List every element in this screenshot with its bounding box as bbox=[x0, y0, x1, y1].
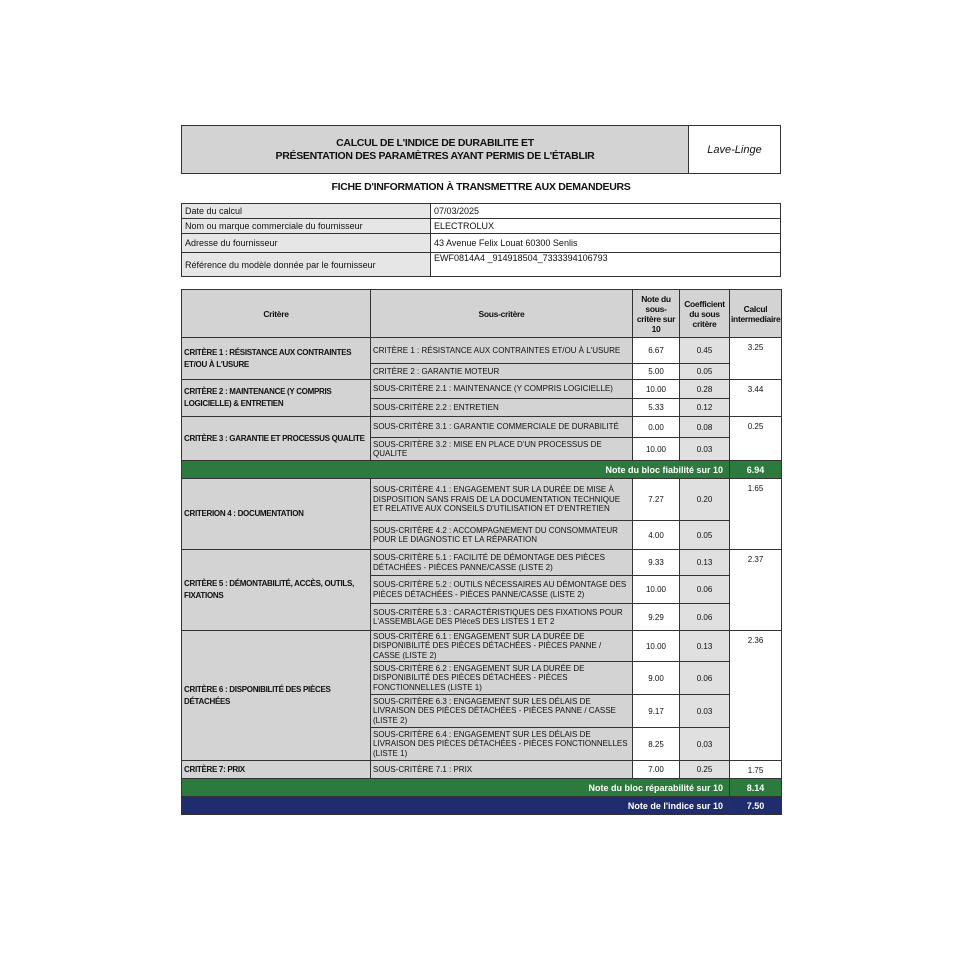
criterion-row bbox=[182, 550, 782, 576]
sub-criterion-label: SOUS-CRITÈRE 2.1 : MAINTENANCE (Y COMPRIS LOGICIELLE) bbox=[371, 380, 633, 399]
sub-criterion-coefficient: 0.13 bbox=[680, 631, 730, 662]
sub-criterion-label: SOUS-CRITÈRE 6.2 : ENGAGEMENT SUR LA DURÉE DE DISPONIBILITÉ DES PIÈCES DÉTACHÉES - PIÈCES FONCTIONNELLES (LISTE 1) bbox=[371, 662, 633, 695]
sub-criterion-label: CRITÈRE 1 : RÉSISTANCE AUX CONTRAINTES ET/OU À L'USURE bbox=[371, 338, 633, 364]
header-critere: Critère bbox=[182, 290, 371, 338]
sub-criterion-coefficient: 0.06 bbox=[680, 576, 730, 604]
indice-total bbox=[182, 797, 782, 815]
intermediate-calc: 0.25 bbox=[730, 417, 782, 461]
info-label: Adresse du fournisseur bbox=[182, 234, 431, 253]
sub-criterion-label: SOUS-CRITÈRE 6.3 : ENGAGEMENT SUR LES DÉLAIS DE LIVRAISON DES PIÈCES DÉTACHÉES - PIÈCES PANNE / CASSE (LISTE 2) bbox=[371, 695, 633, 728]
sub-criterion-note: 7.27 bbox=[633, 479, 680, 521]
product-type: Lave-Linge bbox=[707, 143, 762, 156]
sub-criterion-label: SOUS-CRITÈRE 6.4 : ENGAGEMENT SUR LES DÉLAIS DE LIVRAISON DES PIÈCES DÉTACHÉES - PIÈCES FONCTIONNELLES (LISTE 1) bbox=[371, 728, 633, 761]
sub-criterion-label: SOUS-CRITÈRE 3.2 : MISE EN PLACE D'UN PROCESSUS DE QUALITE bbox=[371, 438, 633, 461]
header-coefficient: Coefficient du sous critère bbox=[680, 290, 730, 338]
bloc-fiabilite-label: Note du bloc fiabilité sur 10 bbox=[182, 461, 730, 479]
sub-criterion-coefficient: 0.06 bbox=[680, 662, 730, 695]
bloc-reparabilite-label: Note du bloc réparabilité sur 10 bbox=[182, 779, 730, 797]
title-line-1: CALCUL DE L'INDICE DE DURABILITE ET bbox=[336, 136, 534, 149]
sub-criterion-coefficient: 0.05 bbox=[680, 521, 730, 550]
intermediate-calc: 1.65 bbox=[730, 479, 782, 550]
sub-criterion-label: SOUS-CRITÈRE 4.1 : ENGAGEMENT SUR LA DURÉE DE MISE À DISPOSITION SANS FRAIS DE LA DOCUMENTATION TECHNIQUE ET RELATIVE AUX CONSEILS D'UTILISATION ET D'ENTRETIEN bbox=[371, 479, 633, 521]
sub-criterion-note: 5.33 bbox=[633, 399, 680, 417]
info-label: Date du calcul bbox=[182, 204, 431, 219]
criterion-label: CRITÈRE 3 : GARANTIE ET PROCESSUS QUALITE bbox=[182, 417, 371, 461]
info-value: 43 Avenue Felix Louat 60300 Senlis bbox=[431, 234, 781, 253]
header-sous-critere: Sous-critère bbox=[371, 290, 633, 338]
supplier-info-table bbox=[181, 203, 781, 277]
header-calcul: Calcul intermediaire bbox=[730, 290, 782, 338]
bloc-reparabilite bbox=[182, 779, 782, 797]
sub-criterion-coefficient: 0.03 bbox=[680, 728, 730, 761]
criterion-row bbox=[182, 380, 782, 399]
sub-criterion-coefficient: 0.08 bbox=[680, 417, 730, 438]
sub-criterion-coefficient: 0.06 bbox=[680, 604, 730, 631]
sub-criterion-note: 0.00 bbox=[633, 417, 680, 438]
bloc-reparabilite-value: 8.14 bbox=[730, 779, 782, 797]
sub-criterion-label: SOUS-CRITÈRE 5.1 : FACILITÉ DE DÉMONTAGE DES PIÈCES DÉTACHÉES - PIÈCES PANNE/CASSE (LISTE 2) bbox=[371, 550, 633, 576]
sub-criterion-coefficient: 0.28 bbox=[680, 380, 730, 399]
indice-total-label: Note de l'indice sur 10 bbox=[182, 797, 730, 815]
sub-criterion-label: SOUS-CRITÈRE 2.2 : ENTRETIEN bbox=[371, 399, 633, 417]
info-row bbox=[182, 204, 781, 219]
sub-criterion-label: SOUS-CRITÈRE 3.1 : GARANTIE COMMERCIALE DE DURABILITÉ bbox=[371, 417, 633, 438]
sub-criterion-coefficient: 0.13 bbox=[680, 550, 730, 576]
bloc-fiabilite bbox=[182, 461, 782, 479]
sub-criterion-note: 10.00 bbox=[633, 631, 680, 662]
info-row bbox=[182, 219, 781, 234]
sub-criterion-coefficient: 0.45 bbox=[680, 338, 730, 364]
intermediate-calc: 3.44 bbox=[730, 380, 782, 417]
durability-sheet bbox=[181, 125, 781, 815]
sub-criterion-coefficient: 0.03 bbox=[680, 695, 730, 728]
sub-criterion-coefficient: 0.25 bbox=[680, 761, 730, 779]
sub-criterion-coefficient: 0.05 bbox=[680, 364, 730, 380]
sub-criterion-note: 9.00 bbox=[633, 662, 680, 695]
sub-criterion-note: 4.00 bbox=[633, 521, 680, 550]
sub-criterion-note: 5.00 bbox=[633, 364, 680, 380]
criterion-row bbox=[182, 631, 782, 662]
sub-criterion-label: SOUS-CRITÈRE 5.3 : CARACTÉRISTIQUES DES FIXATIONS POUR L'ASSEMBLAGE DES PIèceS DES LISTES 1 ET 2 bbox=[371, 604, 633, 631]
sub-criterion-label: SOUS-CRITÈRE 5.2 : OUTILS NÉCESSAIRES AU DÉMONTAGE DES PIÈCES DÉTACHÉES - PIÈCES PANNE/CASSE (LISTE 2) bbox=[371, 576, 633, 604]
sub-criterion-note: 6.67 bbox=[633, 338, 680, 364]
intermediate-calc: 3.25 bbox=[730, 338, 782, 380]
sub-criterion-note: 8.25 bbox=[633, 728, 680, 761]
info-value: EWF0814A4 _914918504_7333394106793 bbox=[431, 253, 781, 277]
criterion-label: CRITÈRE 7: PRIX bbox=[182, 761, 371, 779]
sub-criterion-note: 10.00 bbox=[633, 576, 680, 604]
indice-total-value: 7.50 bbox=[730, 797, 782, 815]
intermediate-calc: 2.37 bbox=[730, 550, 782, 631]
sub-criterion-note: 9.17 bbox=[633, 695, 680, 728]
criterion-label: CRITÈRE 6 : DISPONIBILITÉ DES PIÈCES DÉTACHÉES bbox=[182, 631, 371, 761]
criterion-label: CRITÈRE 2 : MAINTENANCE (Y COMPRIS LOGICIELLE) & ENTRETIEN bbox=[182, 380, 371, 417]
criterion-label: CRITÈRE 5 : DÉMONTABILITÉ, ACCÈS, OUTILS, FIXATIONS bbox=[182, 550, 371, 631]
sub-criterion-note: 7.00 bbox=[633, 761, 680, 779]
document-header bbox=[181, 125, 781, 174]
info-label: Nom ou marque commerciale du fournisseur bbox=[182, 219, 431, 234]
criterion-label: CRITERION 4 : DOCUMENTATION bbox=[182, 479, 371, 550]
durability-table bbox=[181, 289, 782, 815]
criterion-row bbox=[182, 479, 782, 521]
sub-criterion-note: 9.29 bbox=[633, 604, 680, 631]
document-title bbox=[182, 126, 689, 173]
sub-criterion-label: CRITÈRE 2 : GARANTIE MOTEUR bbox=[371, 364, 633, 380]
info-value: ELECTROLUX bbox=[431, 219, 781, 234]
sub-criterion-note: 9.33 bbox=[633, 550, 680, 576]
header-note: Note du sous-critère sur 10 bbox=[633, 290, 680, 338]
info-row bbox=[182, 253, 781, 277]
sub-criterion-label: SOUS-CRITÈRE 6.1 : ENGAGEMENT SUR LA DURÉE DE DISPONIBILITÉ DES PIÈCES DÉTACHÉES - PIÈCES PANNE / CASSE (LISTE 2) bbox=[371, 631, 633, 662]
title-line-2: PRÉSENTATION DES PARAMÈTRES AYANT PERMIS DE L'ÉTABLIR bbox=[275, 149, 595, 162]
info-value: 07/03/2025 bbox=[431, 204, 781, 219]
sub-criterion-coefficient: 0.20 bbox=[680, 479, 730, 521]
criterion-row bbox=[182, 761, 782, 779]
criterion-row bbox=[182, 417, 782, 438]
info-label: Référence du modèle donnée par le fournisseur bbox=[182, 253, 431, 277]
intermediate-calc: 1.75 bbox=[730, 761, 782, 779]
intermediate-calc: 2.36 bbox=[730, 631, 782, 761]
criterion-label: CRITÈRE 1 : RÉSISTANCE AUX CONTRAINTES ET/OU À L'USURE bbox=[182, 338, 371, 380]
criterion-row bbox=[182, 338, 782, 364]
sheet-subtitle: FICHE D'INFORMATION À TRANSMETTRE AUX DEMANDEURS bbox=[331, 181, 631, 193]
sub-criterion-coefficient: 0.03 bbox=[680, 438, 730, 461]
sub-criterion-note: 10.00 bbox=[633, 380, 680, 399]
bloc-fiabilite-value: 6.94 bbox=[730, 461, 782, 479]
sub-criterion-note: 10.00 bbox=[633, 438, 680, 461]
sub-criterion-label: SOUS-CRITÈRE 4.2 : ACCOMPAGNEMENT DU CONSOMMATEUR POUR LE DIAGNOSTIC ET LA RÉPARATION bbox=[371, 521, 633, 550]
info-row bbox=[182, 234, 781, 253]
sub-criterion-coefficient: 0.12 bbox=[680, 399, 730, 417]
sub-criterion-label: SOUS-CRITÈRE 7.1 : PRIX bbox=[371, 761, 633, 779]
